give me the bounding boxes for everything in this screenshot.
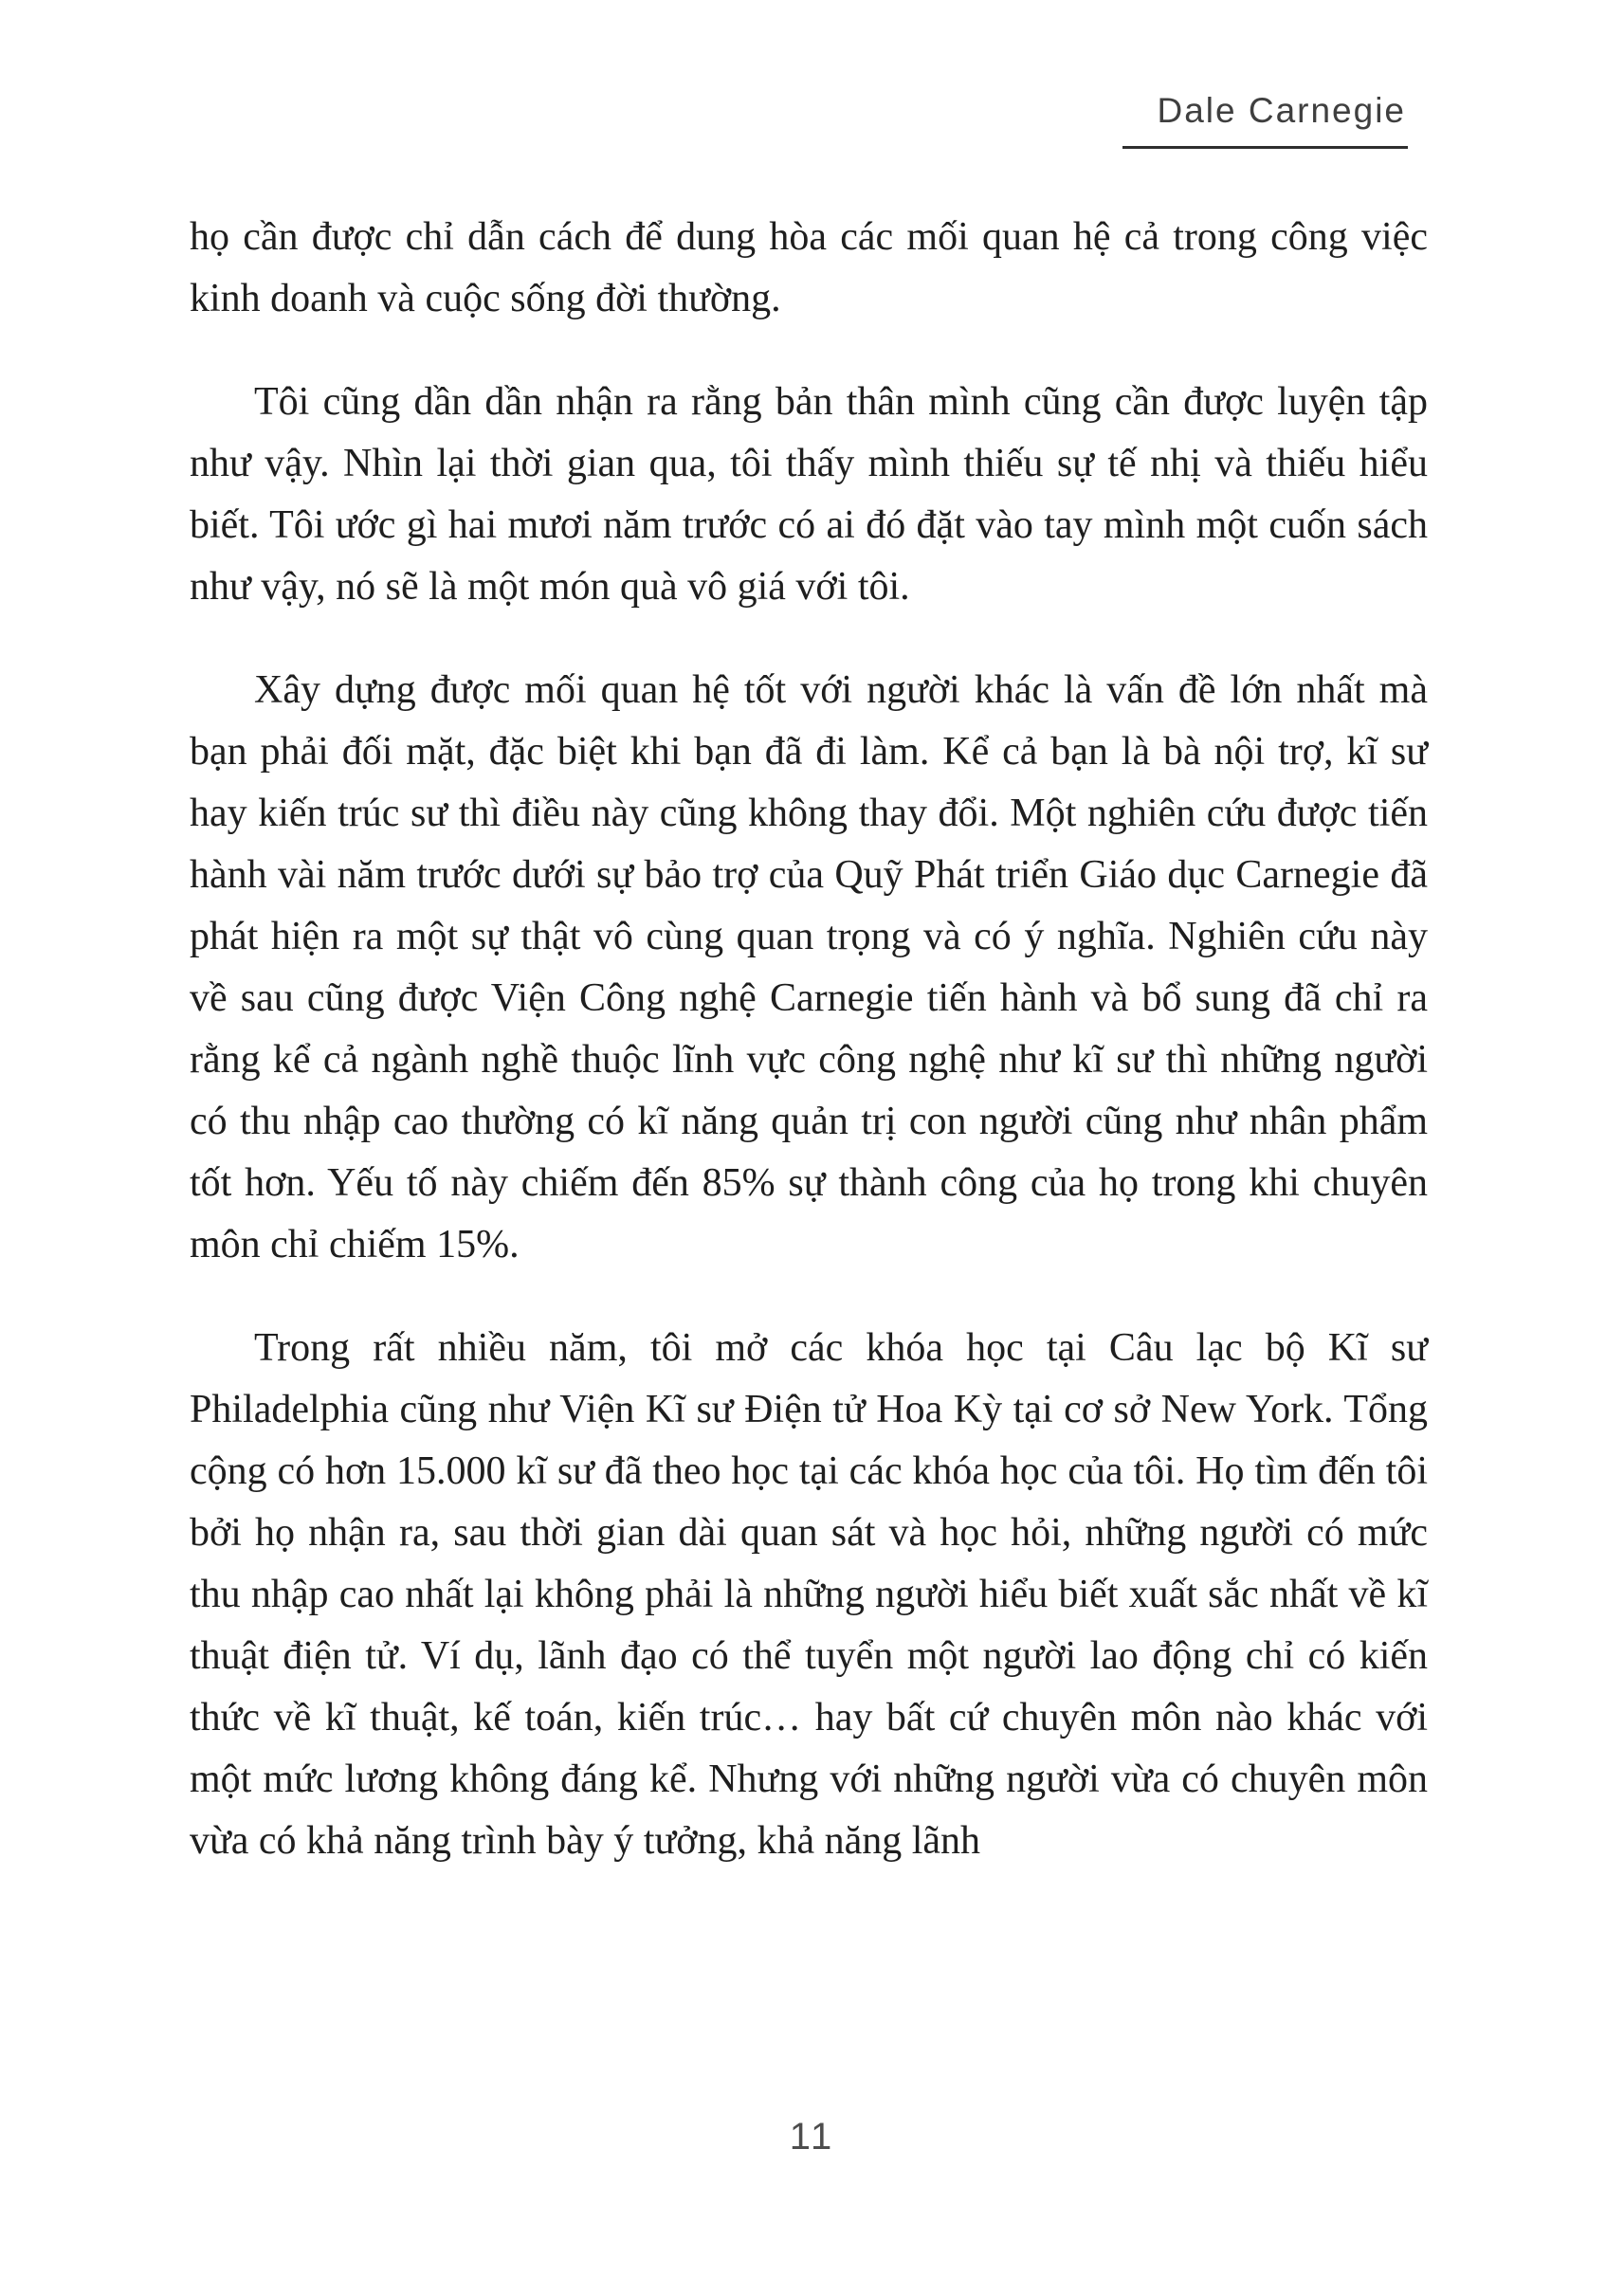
page-body — [190, 207, 1428, 1872]
page-footer — [0, 2116, 1624, 2158]
running-header — [1122, 91, 1408, 149]
paragraph: Xây dựng được mối quan hệ tốt với người khác là vấn đề lớn nhất mà bạn phải đối mặt, đặc biệt khi bạn đã đi làm. Kể cả bạn là bà nội trợ, kĩ sư hay kiến trúc sư thì điều này cũng không thay đổi. Một nghiên cứu được tiến hành vài năm trước dưới sự bảo trợ của Quỹ Phát triển Giáo dục Carnegie đã phát hiện ra một sự thật vô cùng quan trọng và có ý nghĩa. Nghiên cứu này về sau cũng được Viện Công nghệ Carnegie tiến hành và bổ sung đã chỉ ra rằng kể cả ngành nghề thuộc lĩnh vực công nghệ như kĩ sư thì những người có thu nhập cao thường có kĩ năng quản trị con người cũng như nhân phẩm tốt hơn. Yếu tố này chiếm đến 85% sự thành công của họ trong khi chuyên môn chỉ chiếm 15%. — [190, 668, 1428, 1266]
paragraph-continuation: họ cần được chỉ dẫn cách để dung hòa các mối quan hệ cả trong công việc kinh doanh và cuộc sống đời thường. — [190, 215, 1428, 320]
page-number: 11 — [789, 2116, 835, 2158]
paragraph: Tôi cũng dần dần nhận ra rằng bản thân mình cũng cần được luyện tập như vậy. Nhìn lại thời gian qua, tôi thấy mình thiếu sự tế nhị và thiếu hiểu biết. Tôi ước gì hai mươi năm trước có ai đó đặt vào tay mình một cuốn sách như vậy, nó sẽ là một món quà vô giá với tôi. — [190, 380, 1428, 609]
running-header-author: Dale Carnegie — [1122, 91, 1408, 149]
paragraph: Trong rất nhiều năm, tôi mở các khóa học tại Câu lạc bộ Kĩ sư Philadelphia cũng như Viện Kĩ sư Điện tử Hoa Kỳ tại cơ sở New York. Tổng cộng có hơn 15.000 kĩ sư đã theo học tại các khóa học của tôi. Họ tìm đến tôi bởi họ nhận ra, sau thời gian dài quan sát và học hỏi, những người có mức thu nhập cao nhất lại không phải là những người hiểu biết xuất sắc nhất về kĩ thuật điện tử. Ví dụ, lãnh đạo có thể tuyển một người lao động chỉ có kiến thức về kĩ thuật, kế toán, kiến trúc… hay bất cứ chuyên môn nào khác với một mức lương không đáng kể. Nhưng với những người vừa có chuyên môn vừa có khả năng trình bày ý tưởng, khả năng lãnh — [190, 1326, 1428, 1863]
